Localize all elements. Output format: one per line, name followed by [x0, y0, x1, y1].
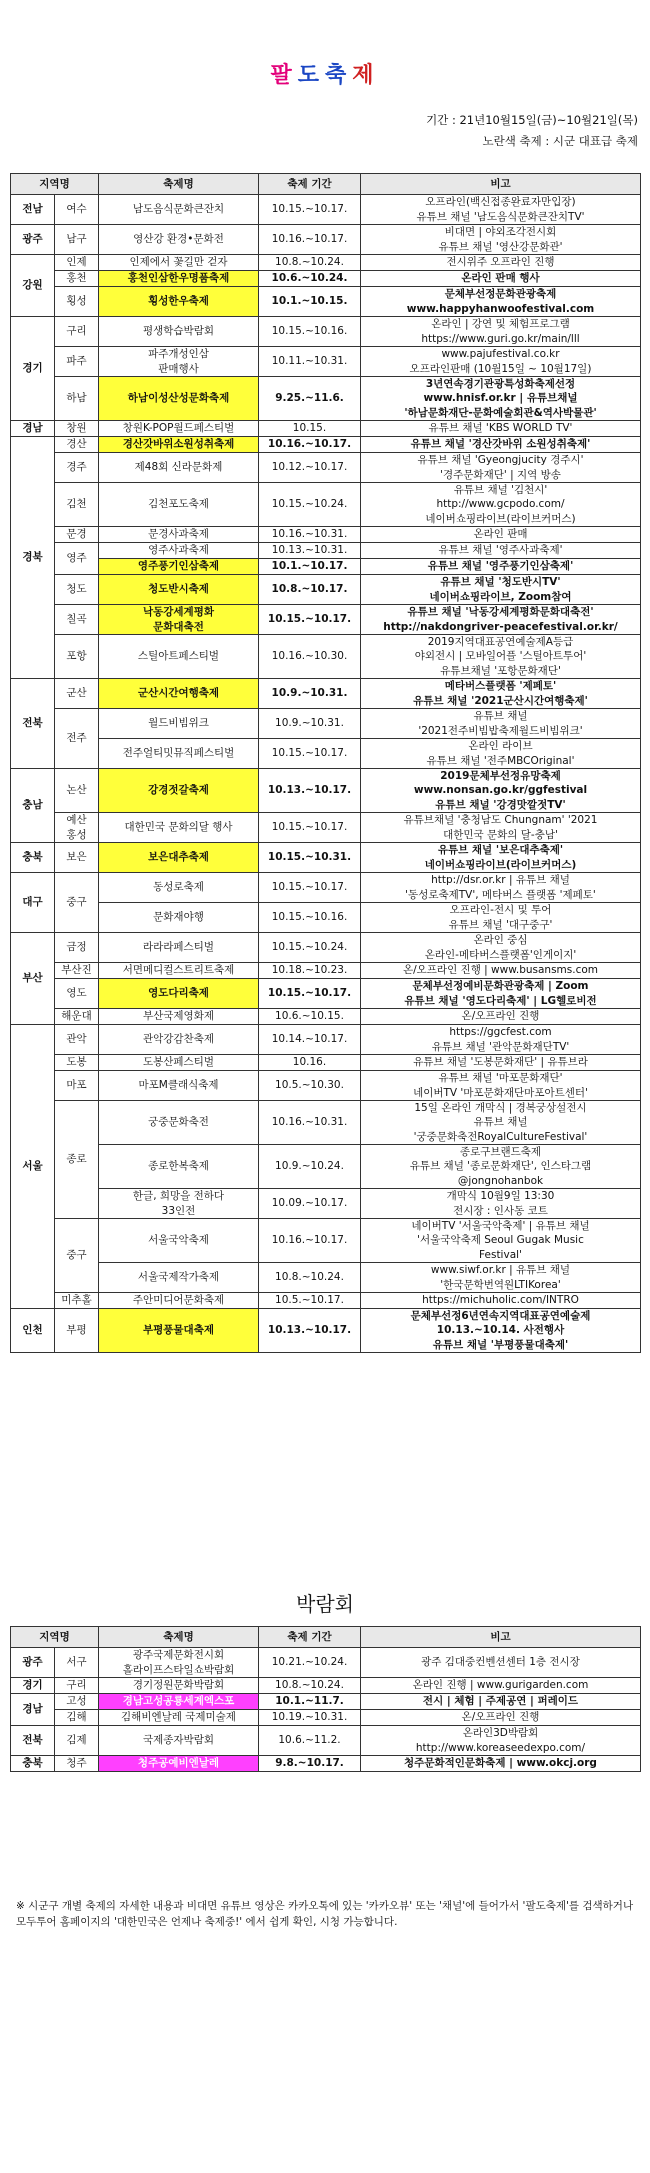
table-row	[11, 769, 641, 813]
note-cell: 전시 | 체험 | 주제공연 | 퍼레이드	[361, 1694, 641, 1710]
title-char: 제	[352, 63, 380, 88]
region-cell: 광주	[11, 225, 55, 255]
district-cell: 해운대	[55, 1009, 99, 1025]
legend-text: 노란색 축제 : 시군 대표급 축제	[482, 134, 638, 148]
title-char: 팔	[270, 63, 298, 88]
festival-name-cell: 광주국제문화전시회 홀라이프스타일쇼박람회	[99, 1648, 259, 1678]
district-cell: 하남	[55, 377, 99, 421]
festival-name-cell: 종로한복축제	[99, 1145, 259, 1189]
district-cell: 김천	[55, 483, 99, 527]
period-cell: 10.1.~10.17.	[259, 559, 361, 575]
festival-name-cell: 홍천인삼한우명품축제	[99, 271, 259, 287]
region-cell: 전북	[11, 1726, 55, 1756]
note-cell: 유튜브 채널 '보은대추축제' 네이버쇼핑라이브(라이브커머스)	[361, 843, 641, 873]
note-cell: 온라인 판매 행사	[361, 271, 641, 287]
festival-name-cell: 남도음식문화큰잔치	[99, 195, 259, 225]
region-cell: 경남	[11, 421, 55, 437]
note-cell: https://michuholic.com/INTRO	[361, 1293, 641, 1309]
festival-name-cell: 관악강감찬축제	[99, 1025, 259, 1055]
note-cell: 온라인3D박람회 http://www.koreaseedexpo.com/	[361, 1726, 641, 1756]
festival-name-cell: 보은대추축제	[99, 843, 259, 873]
district-cell: 금정	[55, 933, 99, 963]
region-cell: 부산	[11, 933, 55, 1025]
table-row	[11, 287, 641, 317]
festival-name-cell: 서울국제작가축제	[99, 1263, 259, 1293]
district-cell: 중구	[55, 1219, 99, 1293]
festival-name-cell: 경산갓바위소원성취축제	[99, 437, 259, 453]
district-cell: 고성	[55, 1694, 99, 1710]
region-cell: 경남	[11, 1694, 55, 1726]
festival-name-cell: 문경사과축제	[99, 527, 259, 543]
festival-name-cell: 한글, 희망을 전하다 33인전	[99, 1189, 259, 1219]
note-cell: 유튜브 채널 'Gyeongjucity 경주시' '경주문화재단' | 지역 방송	[361, 453, 641, 483]
col-header-period: 축제 기간	[259, 174, 361, 195]
table-row	[11, 739, 641, 769]
note-cell: 유튜브 채널 '경산갓바위 소원성취축제'	[361, 437, 641, 453]
period-cell: 10.8.~10.24.	[259, 255, 361, 271]
expo-title: 박람회	[296, 1592, 354, 1616]
title-char: 도	[297, 63, 325, 88]
table-row	[11, 1025, 641, 1055]
table-row	[11, 559, 641, 575]
period-cell: 9.8.~10.17.	[259, 1756, 361, 1772]
note-cell: 온라인 | 강연 및 체험프로그램 https://www.guri.go.kr/main/lll	[361, 317, 641, 347]
district-cell: 경산	[55, 437, 99, 453]
festival-name-cell: 제48회 신라문화제	[99, 453, 259, 483]
note-cell: 유튜브 채널 '2021전주비빔밥축제월드비빔위크'	[361, 709, 641, 739]
region-cell: 충남	[11, 769, 55, 843]
table-row	[11, 979, 641, 1009]
table-row	[11, 1293, 641, 1309]
table-row	[11, 1145, 641, 1189]
period-cell: 10.13.~10.31.	[259, 543, 361, 559]
district-cell: 미추홀	[55, 1293, 99, 1309]
district-cell: 홍천	[55, 271, 99, 287]
district-cell: 종로	[55, 1101, 99, 1219]
table-row	[11, 709, 641, 739]
festival-name-cell: 도봉산페스티벌	[99, 1055, 259, 1071]
district-cell: 김제	[55, 1726, 99, 1756]
period-cell: 10.19.~10.31.	[259, 1710, 361, 1726]
table-row	[11, 933, 641, 963]
period-cell: 10.6.~10.15.	[259, 1009, 361, 1025]
district-cell: 서구	[55, 1648, 99, 1678]
note-cell: 문체부선정6년연속지역대표공연예술제 10.13.~10.14. 사전행사 유튜브 채널 '부평풍물대축제'	[361, 1309, 641, 1353]
festival-table	[10, 173, 641, 1353]
period-cell: 10.15.~10.17.	[259, 605, 361, 635]
region-cell: 경북	[11, 437, 55, 679]
note-cell: 청주문화적인문화축제 | www.okcj.org	[361, 1756, 641, 1772]
table-row	[11, 317, 641, 347]
period-cell: 10.15.~10.17.	[259, 739, 361, 769]
note-cell: 온라인 판매	[361, 527, 641, 543]
note-cell: 유튜브 채널 '김천시' http://www.gcpodo.com/ 네이버쇼핑라이브(라이브커머스)	[361, 483, 641, 527]
note-cell: https://ggcfest.com 유튜브 채널 '관악문화재단TV'	[361, 1025, 641, 1055]
district-cell: 마포	[55, 1071, 99, 1101]
festival-name-cell: 서면메디컬스트리트축제	[99, 963, 259, 979]
festival-name-cell: 문화재야행	[99, 903, 259, 933]
district-cell: 중구	[55, 873, 99, 933]
period-cell: 10.9.~10.24.	[259, 1145, 361, 1189]
table-row	[11, 903, 641, 933]
district-cell: 포항	[55, 635, 99, 679]
table-row	[11, 1009, 641, 1025]
period-cell: 10.6.~11.2.	[259, 1726, 361, 1756]
district-cell: 구리	[55, 1678, 99, 1694]
period-cell: 10.15.~10.16.	[259, 317, 361, 347]
district-cell: 관악	[55, 1025, 99, 1055]
district-cell: 청도	[55, 575, 99, 605]
note-cell: 온/오프라인 진행 | www.busansms.com	[361, 963, 641, 979]
period-cell: 10.9.~10.31.	[259, 709, 361, 739]
period-cell: 10.8.~10.17.	[259, 575, 361, 605]
table-row	[11, 1726, 641, 1756]
period-cell: 10.16.~10.17.	[259, 437, 361, 453]
region-cell: 경기	[11, 1678, 55, 1694]
district-cell: 문경	[55, 527, 99, 543]
region-cell: 전남	[11, 195, 55, 225]
col-header-note: 비고	[361, 174, 641, 195]
footnote: ※ 시군구 개별 축제의 자세한 내용과 비대면 유튜브 영상은 카카오톡에 있는 '카카오뷰' 또는 '채널'에 들어가서 '팔도축제'를 검색하거나 모두투어 홈페이지의 '대한민국은 언제나 축제중!' 에서 쉽게 확인, 시청 가능합니다.	[16, 1900, 634, 1929]
note-cell: 유튜브 채널 '마포문화재단' 네이버TV '마포문화재단마포아트센터'	[361, 1071, 641, 1101]
period-cell: 10.6.~10.24.	[259, 271, 361, 287]
region-cell: 강원	[11, 255, 55, 317]
festival-name-cell: 부산국제영화제	[99, 1009, 259, 1025]
table-row	[11, 377, 641, 421]
note-cell: 유튜브 채널 'KBS WORLD TV'	[361, 421, 641, 437]
district-cell: 논산	[55, 769, 99, 813]
note-cell: 온/오프라인 진행	[361, 1009, 641, 1025]
period-cell: 10.16.~10.17.	[259, 1219, 361, 1263]
note-cell: 온라인 라이브 유튜브 채널 '전주MBCOriginal'	[361, 739, 641, 769]
festival-name-cell: 군산시간여행축제	[99, 679, 259, 709]
festival-name-cell: 낙동강세계평화 문화대축전	[99, 605, 259, 635]
table-row	[11, 635, 641, 679]
period-cell: 10.15.~10.17.	[259, 873, 361, 903]
table-row	[11, 1071, 641, 1101]
festival-name-cell: 마포M클래식축제	[99, 1071, 259, 1101]
period-cell: 9.25.~11.6.	[259, 377, 361, 421]
district-cell: 도봉	[55, 1055, 99, 1071]
period-cell: 10.21.~10.24.	[259, 1648, 361, 1678]
period-cell: 10.5.~10.30.	[259, 1071, 361, 1101]
note-cell: 전시위주 오프라인 진행	[361, 255, 641, 271]
note-cell: 2019지역대표공연예술제A등급 야외전시 | 모바일어플 '스틸아트투어' 유튜브채널 '포항문화재단'	[361, 635, 641, 679]
period-cell: 10.15.~10.16.	[259, 903, 361, 933]
festival-name-cell: 영주사과축제	[99, 543, 259, 559]
table-row	[11, 483, 641, 527]
note-cell: 온라인 진행 | www.gurigarden.com	[361, 1678, 641, 1694]
festival-name-cell: 청주공예비엔날레	[99, 1756, 259, 1772]
festival-name-cell: 창원K-POP월드페스티벌	[99, 421, 259, 437]
period-cell: 10.15.~10.17.	[259, 195, 361, 225]
table-row	[11, 843, 641, 873]
district-cell: 전주	[55, 709, 99, 769]
table-row	[11, 813, 641, 843]
note-cell: 비대면 | 야외조각전시회 유튜브 채널 '영산강문화관'	[361, 225, 641, 255]
festival-name-cell: 경기정원문화박람회	[99, 1678, 259, 1694]
festival-name-cell: 경남고성공룡세계엑스포	[99, 1694, 259, 1710]
period-cell: 10.8.~10.24.	[259, 1263, 361, 1293]
district-cell: 칠곡	[55, 605, 99, 635]
festival-name-cell: 하남이성산성문화축제	[99, 377, 259, 421]
table-row	[11, 453, 641, 483]
note-cell: 종로구브랜드축제 유튜브 채널 '종로문화재단', 인스타그램 @jongnohanbok	[361, 1145, 641, 1189]
table-row	[11, 195, 641, 225]
table-row	[11, 1101, 641, 1145]
note-cell: 광주 김대중컨벤션센터 1층 전시장	[361, 1648, 641, 1678]
period-cell: 10.11.~10.31.	[259, 347, 361, 377]
period-text: 기간 : 21년10월15일(금)~10월21일(목)	[426, 113, 638, 127]
title-char: 축	[325, 63, 353, 88]
district-cell: 창원	[55, 421, 99, 437]
period-cell: 10.15.~10.24.	[259, 483, 361, 527]
period-cell: 10.14.~10.17.	[259, 1025, 361, 1055]
period-cell: 10.16.~10.31.	[259, 1101, 361, 1145]
festival-name-cell: 청도반시축제	[99, 575, 259, 605]
district-cell: 영도	[55, 979, 99, 1009]
period-cell: 10.09.~10.17.	[259, 1189, 361, 1219]
period-cell: 10.16.	[259, 1055, 361, 1071]
note-cell: 유튜브 채널 '청도반시TV' 네이버쇼핑라이브, Zoom참여	[361, 575, 641, 605]
festival-name-cell: 강경젓갈축제	[99, 769, 259, 813]
district-cell: 부산진	[55, 963, 99, 979]
table-row	[11, 1694, 641, 1710]
col-header-period: 축제 기간	[259, 1627, 361, 1648]
festival-name-cell: 주안미디어문화축제	[99, 1293, 259, 1309]
festival-name-cell: 파주개성인삼 판매행사	[99, 347, 259, 377]
district-cell: 파주	[55, 347, 99, 377]
table-row	[11, 1648, 641, 1678]
district-cell: 예산 홍성	[55, 813, 99, 843]
note-cell: 온라인 중심 온라인-메타버스플랫폼'인게이지'	[361, 933, 641, 963]
festival-name-cell: 월드비빔위크	[99, 709, 259, 739]
note-cell: 네이버TV '서울국악축제' | 유튜브 채널 '서울국악축제 Seoul Gugak Music Festival'	[361, 1219, 641, 1263]
festival-name-cell: 전주얼티밋뮤직페스티벌	[99, 739, 259, 769]
festival-name-cell: 인제에서 꽃길만 걷자	[99, 255, 259, 271]
period-cell: 10.16.~10.30.	[259, 635, 361, 679]
festival-name-cell: 스틸아트페스티벌	[99, 635, 259, 679]
table-row	[11, 679, 641, 709]
note-cell: 유튜브채널 '충청남도 Chungnam' '2021 대한민국 문화의 달-충남'	[361, 813, 641, 843]
note-cell: 유튜브 채널 '도봉문화재단' | 유튜브라	[361, 1055, 641, 1071]
table-row	[11, 421, 641, 437]
district-cell: 경주	[55, 453, 99, 483]
period-cell: 10.1.~11.7.	[259, 1694, 361, 1710]
festival-name-cell: 동성로축제	[99, 873, 259, 903]
table-row	[11, 225, 641, 255]
festival-name-cell: 평생학습박람회	[99, 317, 259, 347]
table-row	[11, 1678, 641, 1694]
table-row	[11, 543, 641, 559]
table-row	[11, 1189, 641, 1219]
table-row	[11, 575, 641, 605]
district-cell: 군산	[55, 679, 99, 709]
festival-name-cell: 영산강 환경•문화전	[99, 225, 259, 255]
region-cell: 광주	[11, 1648, 55, 1678]
table-row	[11, 1309, 641, 1353]
district-cell: 횡성	[55, 287, 99, 317]
table-row	[11, 605, 641, 635]
period-cell: 10.9.~10.31.	[259, 679, 361, 709]
col-header-note: 비고	[361, 1627, 641, 1648]
table-row	[11, 873, 641, 903]
table-row	[11, 1219, 641, 1263]
table-row	[11, 255, 641, 271]
period-cell: 10.15.~10.24.	[259, 933, 361, 963]
col-header-name: 축제명	[99, 174, 259, 195]
note-cell: 문체부선정예비문화관광축제 | Zoom 유튜브 채널 '영도다리축제' | LG헬로비전	[361, 979, 641, 1009]
note-cell: 3년연속경기관광특성화축제선정 www.hnisf.or.kr | 유튜브채널 '하남문화재단-문화예술회관&역사박물관'	[361, 377, 641, 421]
page-title	[0, 58, 650, 89]
note-cell: 유튜브 채널 '영주풍기인삼축제'	[361, 559, 641, 575]
note-cell: www.siwf.or.kr | 유튜브 채널 '한국문학번역원LTIKorea'	[361, 1263, 641, 1293]
table-row	[11, 347, 641, 377]
period-cell: 10.8.~10.24.	[259, 1678, 361, 1694]
note-cell: 개막식 10월9일 13:30 전시장 : 인사동 코트	[361, 1189, 641, 1219]
period-cell: 10.18.~10.23.	[259, 963, 361, 979]
col-header-name: 축제명	[99, 1627, 259, 1648]
period-cell: 10.15.	[259, 421, 361, 437]
expo-table	[10, 1626, 641, 1772]
festival-name-cell: 궁중문화축전	[99, 1101, 259, 1145]
region-cell: 충북	[11, 1756, 55, 1772]
festival-name-cell: 횡성한우축제	[99, 287, 259, 317]
festival-name-cell: 김천포도축제	[99, 483, 259, 527]
district-cell: 김해	[55, 1710, 99, 1726]
region-cell: 전북	[11, 679, 55, 769]
period-cell: 10.13.~10.17.	[259, 769, 361, 813]
district-cell: 부평	[55, 1309, 99, 1353]
festival-name-cell: 라라라페스티벌	[99, 933, 259, 963]
period-cell: 10.1.~10.15.	[259, 287, 361, 317]
period-cell: 10.5.~10.17.	[259, 1293, 361, 1309]
period-cell: 10.15.~10.17.	[259, 813, 361, 843]
district-cell: 인제	[55, 255, 99, 271]
note-cell: www.pajufestival.co.kr 오프라인판매 (10월15일 ~ 10월17일)	[361, 347, 641, 377]
festival-name-cell: 영도다리축제	[99, 979, 259, 1009]
region-cell: 서울	[11, 1025, 55, 1309]
note-cell: 문체부선정문화관광축제 www.happyhanwoofestival.com	[361, 287, 641, 317]
note-cell: 2019문체부선정유망축제 www.nonsan.go.kr/ggfestival 유튜브 채널 '강경맛깔젓TV'	[361, 769, 641, 813]
period-cell: 10.16.~10.17.	[259, 225, 361, 255]
festival-name-cell: 서울국악축제	[99, 1219, 259, 1263]
festival-name-cell: 김해비엔날레 국제미술제	[99, 1710, 259, 1726]
district-cell: 여수	[55, 195, 99, 225]
note-cell: 15일 온라인 개막식 | 경복궁상설전시 유튜브 채널 '궁중문화축전RoyalCultureFestival'	[361, 1101, 641, 1145]
note-cell: http://dsr.or.kr | 유튜브 채널 '동성로축제TV', 메타버스 플랫폼 '제페토'	[361, 873, 641, 903]
note-cell: 온/오프라인 진행	[361, 1710, 641, 1726]
table-row	[11, 1055, 641, 1071]
period-cell: 10.15.~10.31.	[259, 843, 361, 873]
note-cell: 메타버스플랫폼 '제페토' 유튜브 채널 '2021군산시간여행축제'	[361, 679, 641, 709]
region-cell: 충북	[11, 843, 55, 873]
table-row	[11, 527, 641, 543]
table-row	[11, 1710, 641, 1726]
district-cell: 구리	[55, 317, 99, 347]
col-header-region: 지역명	[11, 1627, 99, 1648]
col-header-region: 지역명	[11, 174, 99, 195]
table-row	[11, 963, 641, 979]
period-cell: 10.13.~10.17.	[259, 1309, 361, 1353]
table-row	[11, 271, 641, 287]
note-cell: 유튜브 채널 '낙동강세계평화문화대축전' http://nakdongriver-peacefestival.or.kr/	[361, 605, 641, 635]
region-cell: 대구	[11, 873, 55, 933]
table-row	[11, 437, 641, 453]
note-cell: 오프라인(백신접종완료자만입장) 유튜브 채널 '남도음식문화큰잔치TV'	[361, 195, 641, 225]
district-cell: 영주	[55, 543, 99, 575]
festival-name-cell: 부평풍물대축제	[99, 1309, 259, 1353]
festival-name-cell: 대한민국 문화의달 행사	[99, 813, 259, 843]
period-cell: 10.15.~10.17.	[259, 979, 361, 1009]
district-cell: 남구	[55, 225, 99, 255]
festival-name-cell: 영주풍기인삼축제	[99, 559, 259, 575]
period-cell: 10.12.~10.17.	[259, 453, 361, 483]
note-cell: 유튜브 채널 '영주사과축제'	[361, 543, 641, 559]
festival-name-cell: 국제종자박람회	[99, 1726, 259, 1756]
table-row	[11, 1263, 641, 1293]
district-cell: 보은	[55, 843, 99, 873]
district-cell: 청주	[55, 1756, 99, 1772]
region-cell: 인천	[11, 1309, 55, 1353]
table-row	[11, 1756, 641, 1772]
period-cell: 10.16.~10.31.	[259, 527, 361, 543]
note-cell: 오프라인-전시 및 투어 유튜브 채널 '대구중구'	[361, 903, 641, 933]
region-cell: 경기	[11, 317, 55, 421]
